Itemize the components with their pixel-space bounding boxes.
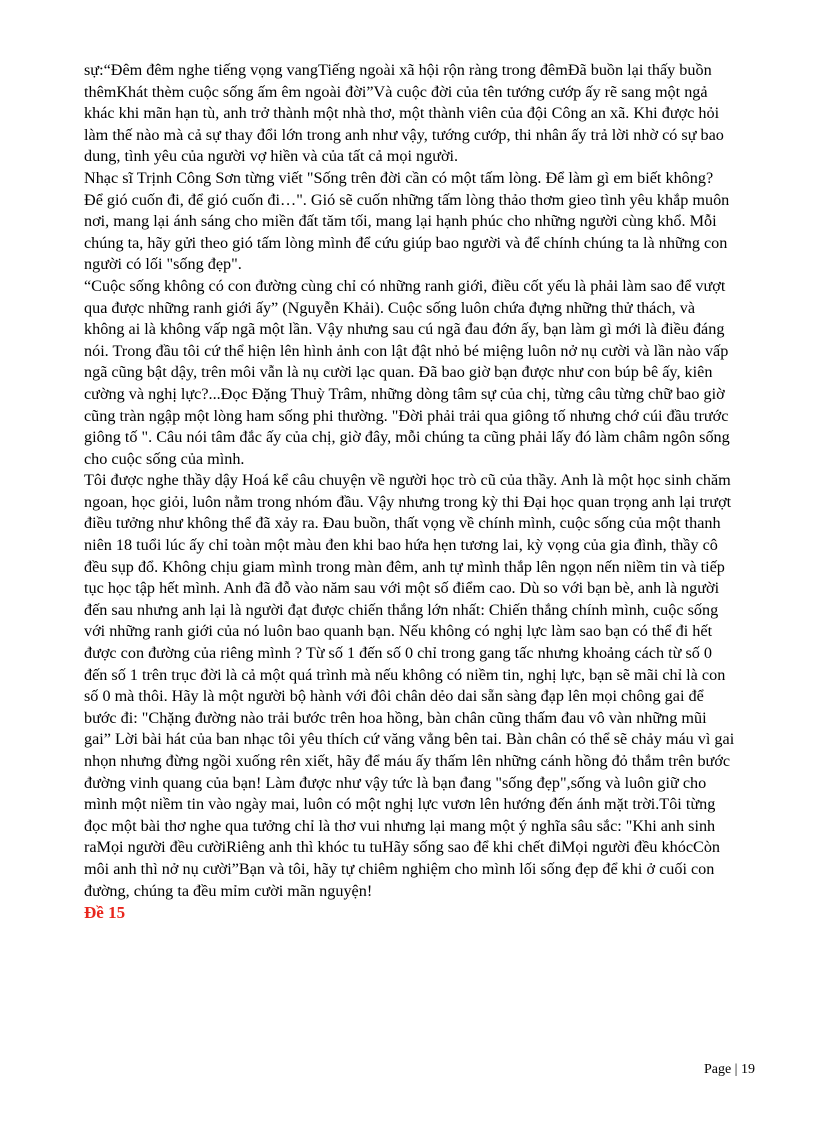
page-number: Page | 19 <box>703 1062 755 1077</box>
paragraph-4: Tôi được nghe thầy dậy Hoá kể câu chuyện về người học trò cũ của thầy. Anh là một học sinh chăm ngoan, học giỏi, luôn nằm trong nhóm đầu. Vậy nhưng trong kỳ thi Đại học quan trọng anh lại trượt điều tưởng như không thể đã xảy ra. Đau buồn, thất vọng về chính mình, cuộc sống của một thanh niên 18 tuổi lúc ấy chỉ toàn một màu đen khi bao hứa hẹn tương lai, kỳ vọng của gia đình, thầy cô đều sụp đổ. Không chịu giam mình trong màn đêm, anh tự mình thắp lên ngọn nến niềm tin và tiếp tục học tập hết mình. Anh đã đỗ vào năm sau với một số điểm cao. Dù so với bạn bè, anh là người đến sau nhưng anh lại là người đạt được chiến thắng lớn nhất: Chiến thắng chính mình, cuộc sống với những ranh giới của nó luôn bao quanh bạn. Nếu không có nghị lực làm sao bạn có thể đi hết được con đường của riêng mình ? Từ số 1 đến số 0 chỉ trong gang tấc nhưng khoảng cách từ số 0 đến số 1 trên trục đời là cả một quá trình mà nếu không có niềm tin, nghị lực, bạn sẽ mãi chỉ là con số 0 mà thôi. Hãy là một người bộ hành với đôi chân dẻo dai sẵn sàng đạp lên mọi chông gai để bước đi: "Chặng đường nào trải bước trên hoa hồng, bàn chân cũng thấm đau vô vàn những mũi gai” Lời bài hát của ban nhạc tôi yêu thích cứ văng vẳng bên tai. Bàn chân có thể sẽ chảy máu vì gai nhọn nhưng đừng ngồi xuống rên xiết, hãy để máu ấy thấm lên những cánh hồng đỏ thắm trên bước đường vinh quang của bạn! Làm được như vậy tức là bạn đang "sống đẹp",sống và luôn giữ cho mình một niềm tin vào ngày mai, luôn có một nghị lực vươn lên hướng đến ánh mặt trời.Tôi từng đọc một bài thơ nghe qua tưởng chỉ là thơ vui nhưng lại mang một ý nghĩa sâu sắc: "Khi anh sinh raMọi người đều cườiRiêng anh thì khóc tu tuHãy sống sao để khi chết điMọi người đều khócCòn môi anh thì nở nụ cười”Bạn và tôi, hãy tự chiêm nghiệm cho mình lối sống đẹp để khi ở cuối con đường, chúng ta đều mỉm cười mãn nguyện! <box>84 471 735 900</box>
page-body <box>84 60 736 924</box>
paragraph-1: sự:“Đêm đêm nghe tiếng vọng vangTiếng ngoài xã hội rộn ràng trong đêmĐã buồn lại thấy buồn thêmKhát thèm cuộc sống ấm êm ngoài đời”Và cuộc đời của tên tướng cướp ấy rẽ sang một ngả khác khi mãn hạn tù, anh trở thành một nhà thơ, một thành viên của đội Công an xã. Khi được hỏi làm thế nào mà cả sự thay đổi lớn trong anh như vậy, tướng cướp, thi nhân ấy trả lời nhờ có sự bao dung, tình yêu của người vợ hiền và của tất cả mọi người. <box>84 61 724 166</box>
paragraph-3: “Cuộc sống không có con đường cùng chỉ có những ranh giới, điều cốt yếu là phải làm sao để vượt qua được những ranh giới ấy” (Nguyễn Khải). Cuộc sống luôn chứa đựng những thử thách, và không ai là không vấp ngã một lần. Vậy nhưng sau cú ngã đau đớn ấy, bạn làm gì mới là điều đáng nói. Trong đầu tôi cứ thể hiện lên hình ảnh con lật đật nhỏ bé miệng luôn nở nụ cười và lần nào vấp ngã cũng bật dậy, trên môi vẫn là nụ cười lạc quan. Đã bao giờ bạn được như con búp bê ấy, kiên cường và nghị lực?...Đọc Đặng Thuỳ Trâm, những dòng tâm sự của chị, từng câu từng chữ bao giờ cũng tràn ngập một lòng ham sống phi thường. "Đời phải trải qua giông tố nhưng chớ cúi đầu trước giông tố ". Câu nói tâm đắc ấy của chị, giờ đây, mỗi chúng ta cũng phải lấy đó làm châm ngôn sống cho cuộc sống của mình. <box>84 276 730 468</box>
paragraph-2: Nhạc sĩ Trịnh Công Sơn từng viết "Sống trên đời cần có một tấm lòng. Để làm gì em biết không? Để gió cuốn đi, để gió cuốn đi…". Gió sẽ cuốn những tấm lòng thảo thơm gieo tình yêu khắp muôn nơi, mang lại ánh sáng cho miền đất tăm tối, mang lại hạnh phúc cho những người cùng khổ. Mỗi chúng ta, hãy gửi theo gió tấm lòng mình để cứu giúp bao người và để chính chúng ta là những con người có lối "sống đẹp". <box>84 168 730 274</box>
section-heading: Đề 15 <box>84 903 126 923</box>
